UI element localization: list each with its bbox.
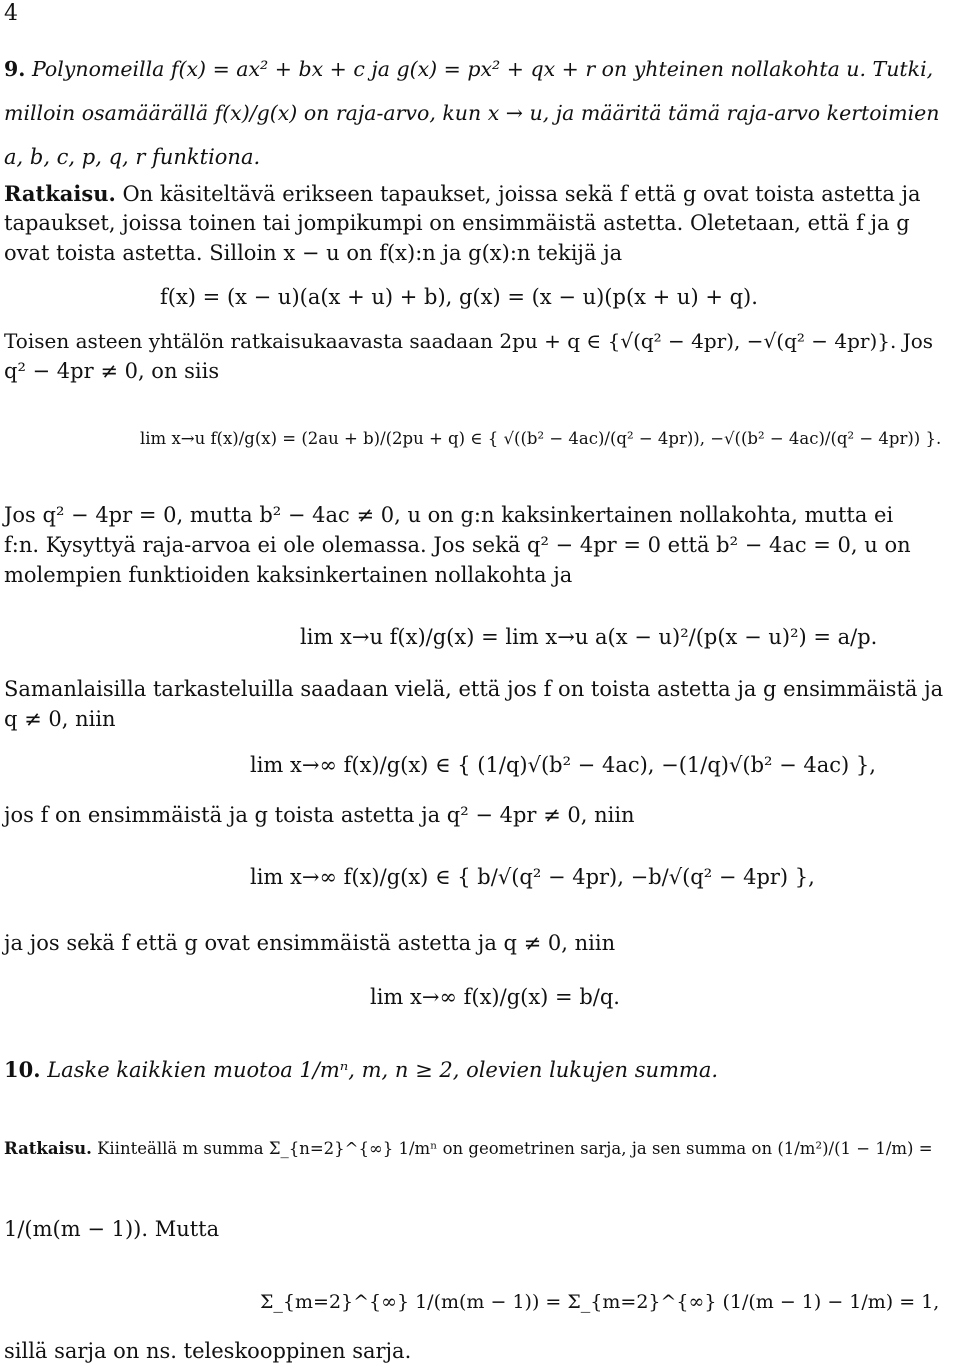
solution-9-line-11: jos f on ensimmäistä ja g toista astetta ja q² − 4pr ≠ 0, niin [4,803,635,827]
page-number: 4 [4,1,18,26]
problem-10-text: Laske kaikkien muotoa 1/mⁿ, m, n ≥ 2, olevien lukujen summa. [47,1058,719,1082]
equation-limit-infinity-2: lim x→∞ f(x)/g(x) ∈ { b/√(q² − 4pr), −b/√(q² − 4pr) }, [250,865,815,889]
equation-telescoping-sum: Σ_{m=2}^{∞} 1/(m(m − 1)) = Σ_{m=2}^{∞} (1/(m − 1) − 1/m) = 1, [260,1291,940,1313]
problem-9-line-2: milloin osamäärällä f(x)/g(x) on raja-arvo, kun x → u, ja määritä tämä raja-arvo kertoimien [4,101,940,125]
solution-9-line-3: ovat toista astetta. Silloin x − u on f(x):n ja g(x):n tekijä ja [4,241,623,265]
solution-9-text-1: On käsiteltävä erikseen tapaukset, joissa sekä f että g ovat toista astetta ja [122,182,921,206]
solution-9-line-1 [4,180,921,208]
solution-9-line-8: molempien funktioiden kaksinkertainen nollakohta ja [4,563,573,587]
solution-9-line-9: Samanlaisilla tarkasteluilla saadaan vielä, että jos f on toista astetta ja g ensimmäistä ja [4,677,944,701]
solution-10-text-1: Kiinteällä m summa Σ_{n=2}^{∞} 1/mⁿ on geometrinen sarja, ja sen summa on (1/m²)/(1 − 1/m) = [97,1139,933,1158]
solution-9-line-4: Toisen asteen yhtälön ratkaisukaavasta saadaan 2pu + q ∈ {√(q² − 4pr), −√(q² − 4pr)}. Jos [4,329,934,353]
equation-limit-infinity-1: lim x→∞ f(x)/g(x) ∈ { (1/q)√(b² − 4ac), −(1/q)√(b² − 4ac) }, [250,753,876,777]
solution-10-line-3: sillä sarja on ns. teleskooppinen sarja. [4,1339,412,1363]
equation-limit-infinity-3: lim x→∞ f(x)/g(x) = b/q. [370,985,620,1009]
equation-limit-case-2: lim x→u f(x)/g(x) = lim x→u a(x − u)²/(p(x − u)²) = a/p. [300,625,878,649]
problem-9-line-1 [4,56,933,83]
equation-factorization: f(x) = (x − u)(a(x + u) + b), g(x) = (x − u)(p(x + u) + q). [160,285,758,309]
solution-9-line-12: ja jos sekä f että g ovat ensimmäistä astetta ja q ≠ 0, niin [4,931,616,955]
solution-10-line-1 [4,1138,933,1159]
solution-9-line-10: q ≠ 0, niin [4,707,116,731]
solution-9-line-6: Jos q² − 4pr = 0, mutta b² − 4ac ≠ 0, u on g:n kaksinkertainen nollakohta, mutta ei [4,503,894,527]
solution-9-label: Ratkaisu. [4,181,116,206]
solution-9-line-5: q² − 4pr ≠ 0, on siis [4,359,220,383]
solution-9-line-7: f:n. Kysyttyä raja-arvoa ei ole olemassa. Jos sekä q² − 4pr = 0 että b² − 4ac = 0, u on [4,533,911,557]
solution-10-label: Ratkaisu. [4,1139,92,1158]
problem-9-line-3: a, b, c, p, q, r funktiona. [4,145,261,169]
solution-10-line-2: 1/(m(m − 1)). Mutta [4,1217,220,1241]
problem-9-number: 9. [4,57,26,81]
problem-10-number: 10. [4,1057,41,1082]
problem-10-line [4,1056,718,1084]
solution-9-line-2: tapaukset, joissa toinen tai jompikumpi on ensimmäistä astetta. Oletetaan, että f ja g [4,211,910,235]
problem-9-text-1: Polynomeilla f(x) = ax² + bx + c ja g(x) = px² + qx + r on yhteinen nollakohta u. Tutki, [31,57,934,81]
equation-limit-case-1: lim x→u f(x)/g(x) = (2au + b)/(2pu + q) ∈ { √((b² − 4ac)/(q² − 4pr)), −√((b² − 4ac)/(q² − 4pr)) }. [140,429,942,448]
